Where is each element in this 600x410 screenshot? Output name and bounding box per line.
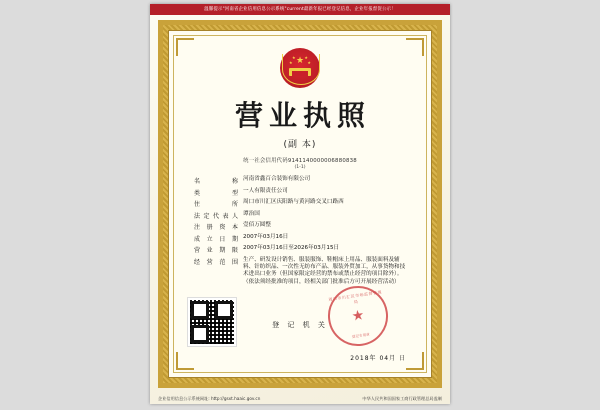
footer-website: 企业信用信息公示系统网址: http://gsxt.haaic.gov.cn <box>158 396 261 401</box>
field-label-type: 类 型 <box>194 189 240 197</box>
credit-code-label: 统一社会信用代码 <box>243 158 288 164</box>
document-subtitle: (副 本) <box>283 140 317 150</box>
field-label-term: 营业期限 <box>194 247 240 254</box>
field-row <box>194 211 410 220</box>
field-row <box>194 176 410 185</box>
field-value-scope: 生产、研发设计销售、服装服饰、鞋帽床上用品、服装面料及辅料、针纺织品、一次性无纺布产品、服装外贸加工，从事货物和技术进出口业务（但国家限定经营的禁布或禁止经营的项目除外）。（依法须经批准的项目，经相关部门批准后方可开展经营活动） <box>243 256 406 285</box>
seal-top-text: 周口市川汇区市场监督管理局 <box>328 289 383 305</box>
business-license-document <box>150 4 450 404</box>
field-value-capital: 壹佰万圆整 <box>243 222 271 228</box>
issue-date: 2018年 04月 日 <box>350 355 406 362</box>
credit-code-sub: (1-1) <box>294 165 306 170</box>
field-value-address: 周口市川汇区庆阳路与黄河路交叉口路西 <box>243 199 344 205</box>
document-footer <box>158 396 442 402</box>
seal-star-icon: ★ <box>350 307 366 325</box>
field-value-name: 河南省鑫百合装饰有限公司 <box>243 176 311 182</box>
field-label-legal-rep: 法定代表人 <box>194 212 240 220</box>
field-label-name: 名 称 <box>194 178 240 185</box>
field-label-address: 住 所 <box>194 201 240 208</box>
credit-code-line <box>184 156 416 164</box>
field-label-scope: 经营范围 <box>194 258 240 266</box>
field-row <box>194 188 410 197</box>
field-value-term: 2007年03月16日至2026年03月15日 <box>243 245 340 251</box>
field-row <box>194 234 410 243</box>
field-label-capital: 注册资本 <box>194 224 240 231</box>
credit-code-value: 9141140000006880838 <box>287 158 357 164</box>
official-seal <box>324 282 392 350</box>
certificate-border-inner <box>173 35 427 373</box>
certificate-content <box>174 36 426 372</box>
field-value-legal-rep: 谭治国 <box>243 210 260 217</box>
national-emblem-icon: ★ ★ ★ ★ ★ <box>280 48 320 88</box>
field-value-type: 一人有限责任公司 <box>243 187 288 194</box>
registration-authority-label: 登 记 机 关 <box>272 321 328 329</box>
field-row <box>194 245 410 254</box>
field-row <box>194 199 410 208</box>
field-list <box>194 176 410 286</box>
seal-bottom-text: 登记专用章 <box>351 332 370 340</box>
field-label-established: 成立日期 <box>194 235 240 243</box>
notice-banner: 温馨提示"河南省企业信用信息公示系统"current最新年报已经登记信息，企业年报督促公示！ <box>150 4 450 15</box>
certificate-footer-area <box>184 274 416 364</box>
field-row <box>194 222 410 231</box>
field-value-established: 2007年03月16日 <box>243 233 289 240</box>
footer-issuer: 中华人民共和国国家工商行政管理总局监制 <box>362 396 442 401</box>
certificate-border <box>158 20 442 388</box>
document-title: 营业执照 <box>234 99 371 132</box>
certificate-border-mid <box>168 30 432 378</box>
